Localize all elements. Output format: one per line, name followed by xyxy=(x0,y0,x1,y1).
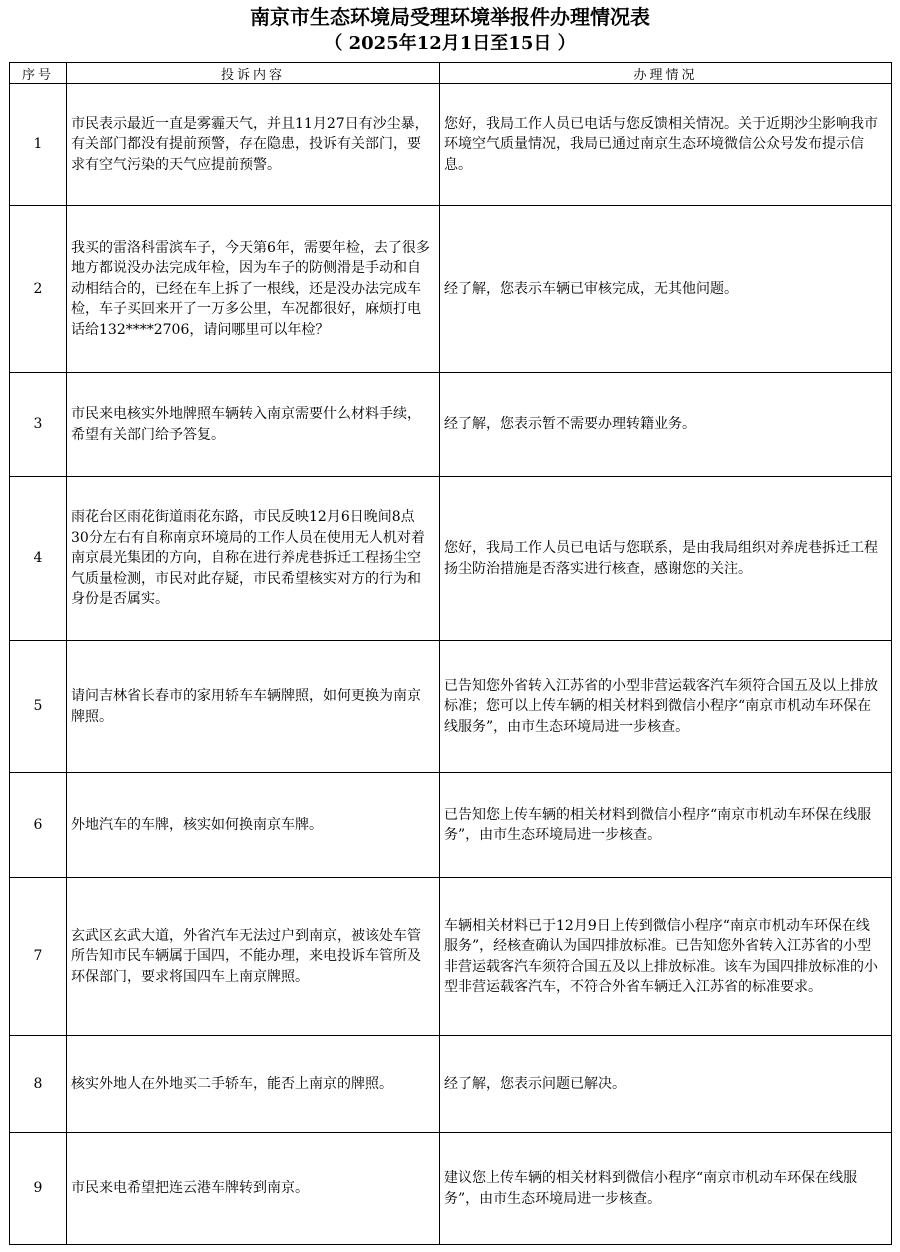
row-handling: 已告知您外省转入江苏省的小型非营运载客汽车须符合国五及以上排放标准；您可以上传车辆的相关材料到微信小程序“南京市机动车环保在线服务”，由市生态环境局进一步核查。 xyxy=(440,641,892,773)
row-seq: 1 xyxy=(10,84,67,206)
row-complaint: 雨花台区雨花街道雨花东路，市民反映12月6日晚间8点30分左右有自称南京环境局的工作人员在使用无人机对着南京晨光集团的方向，自称在进行养虎巷拆迁工程扬尘空气质量检测，市民对此存疑，市民希望核实对方的行为和身份是否属实。 xyxy=(67,477,440,641)
row-handling: 建议您上传车辆的相关材料到微信小程序“南京市机动车环保在线服务”，由市生态环境局进一步核查。 xyxy=(440,1133,892,1245)
table-row xyxy=(10,641,892,773)
table-row xyxy=(10,878,892,1036)
row-handling: 经了解，您表示问题已解决。 xyxy=(440,1036,892,1133)
row-seq: 8 xyxy=(10,1036,67,1133)
table-row xyxy=(10,477,892,641)
row-complaint: 我买的雷洛科雷滨车子，今天第6年，需要年检，去了很多地方都说没办法完成年检，因为车子的防侧滑是手动和自动相结合的，已经在车上拆了一根线，还是没办法完成车检，车子买回来开了一万多公里，车况都很好，麻烦打电话给132****2706，请问哪里可以年检？ xyxy=(67,206,440,373)
row-seq: 7 xyxy=(10,878,67,1036)
header-seq: 序号 xyxy=(10,63,67,84)
document-date-range: （ 2025年12月1日至15日 ） xyxy=(324,33,576,54)
row-seq: 6 xyxy=(10,773,67,878)
row-handling: 经了解，您表示暂不需要办理转籍业务。 xyxy=(440,373,892,477)
row-complaint: 核实外地人在外地买二手轿车，能否上南京的牌照。 xyxy=(67,1036,440,1133)
table-header-row xyxy=(10,63,892,84)
table-row xyxy=(10,373,892,477)
row-complaint: 玄武区玄武大道，外省汽车无法过户到南京，被该处车管所告知市民车辆属于国四，不能办理，来电投诉车管所及环保部门，要求将国四车上南京牌照。 xyxy=(67,878,440,1036)
table-row xyxy=(10,206,892,373)
row-handling: 经了解，您表示车辆已审核完成，无其他问题。 xyxy=(440,206,892,373)
row-complaint: 市民来电希望把连云港车牌转到南京。 xyxy=(67,1133,440,1245)
row-complaint: 市民表示最近一直是雾霾天气，并且11月27日有沙尘暴，有关部门都没有提前预警，存在隐患，投诉有关部门，要求有空气污染的天气应提前预警。 xyxy=(67,84,440,206)
report-table xyxy=(9,62,892,1245)
table-row xyxy=(10,1133,892,1245)
header-complaint: 投诉内容 xyxy=(67,63,440,84)
row-seq: 4 xyxy=(10,477,67,641)
row-complaint: 外地汽车的车牌，核实如何换南京车牌。 xyxy=(67,773,440,878)
table-row xyxy=(10,773,892,878)
row-seq: 3 xyxy=(10,373,67,477)
row-handling: 车辆相关材料已于12月9日上传到微信小程序“南京市机动车环保在线服务”，经核查确认为国四排放标准。已告知您外省转入江苏省的小型非营运载客汽车须符合国五及以上排放标准。该车为国四排放标准的小型非营运载客汽车，不符合外省车辆迁入江苏省的标准要求。 xyxy=(440,878,892,1036)
row-complaint: 请问吉林省长春市的家用轿车车辆牌照，如何更换为南京牌照。 xyxy=(67,641,440,773)
row-handling: 已告知您上传车辆的相关材料到微信小程序“南京市机动车环保在线服务”，由市生态环境局进一步核查。 xyxy=(440,773,892,878)
row-seq: 5 xyxy=(10,641,67,773)
row-complaint: 市民来电核实外地牌照车辆转入南京需要什么材料手续，希望有关部门给予答复。 xyxy=(67,373,440,477)
table-row xyxy=(10,84,892,206)
row-seq: 9 xyxy=(10,1133,67,1245)
document-title: 南京市生态环境局受理环境举报件办理情况表 xyxy=(250,5,650,29)
row-handling: 您好，我局工作人员已电话与您反馈相关情况。关于近期沙尘影响我市环境空气质量情况，我局已通过南京生态环境微信公众号发布提示信息。 xyxy=(440,84,892,206)
header-handling: 办理情况 xyxy=(440,63,892,84)
table-row xyxy=(10,1036,892,1133)
row-handling: 您好，我局工作人员已电话与您联系，是由我局组织对养虎巷拆迁工程扬尘防治措施是否落实进行核查，感谢您的关注。 xyxy=(440,477,892,641)
row-seq: 2 xyxy=(10,206,67,373)
